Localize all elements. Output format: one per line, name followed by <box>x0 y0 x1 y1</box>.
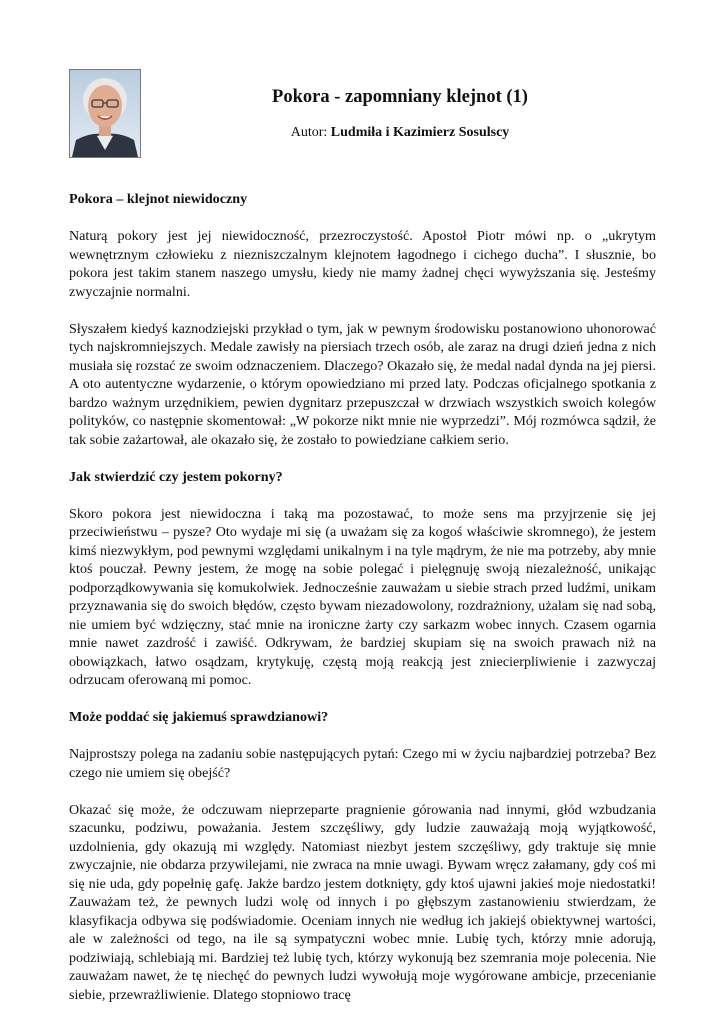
paragraph: Okazać się może, że odczuwam nieprzeparte pragnienie górowania nad innymi, głód wzbudzania szacunku, podziwu, poważania. Jestem szczęśliwy, gdy ludzie zauważają moją wyjątkowość, uzdolnienia, gdy okazują mi względy. Natomiast niezbyt jestem szczęśliwy, gdy traktuje się mnie zwyczajnie, nie obdarza przywilejami, nie zwraca na mnie uwagi. Bywam wręcz załamany, gdy coś mi się nie uda, gdy popełnię gafę. Jakże bardzo jestem dotknięty, gdy ktoś ujawni jakieś moje niedostatki! Zauważam też, że pewnych ludzi wolę od innych i po głębszym zastanowieniu stwierdzam, że klasyfikacja odbywa się podświadomie. Oceniam innych nie według ich jakiejś obiektywnej wartości, ale w zależności od tego, na ile są sympatyczni wobec mnie. Lubię tych, którzy mnie adorują, podziwiają, schlebiają mi. Bardziej też lubię tych, którzy wykonują bez szemrania moje polecenia. Nie zauważam nawet, że tę niechęć do pewnych ludzi wywołują moje wygórowane ambicje, przecenianie siebie, przewrażliwienie. Dlatego stopniowo tracę <box>69 801 656 1003</box>
paragraph: Skoro pokora jest niewidoczna i taką ma pozostawać, to może sens ma przyjrzenie się jej przeciwieństwu – pysze? Oto wydaje mi się (a uważam się za kogoś właściwie skromnego), że jestem kimś niezwykłym, pod pewnymi względami unikalnym i na tyle mądrym, że nie ma potrzeby, aby mnie ktoś pouczał. Pewny jestem, że mogę na sobie polegać i pielęgnuję swoją niezależność, unikając podporządkowywania się komukolwiek. Jednocześnie zauważam u siebie strach przed ludźmi, unikam przyznawania się do swoich błędów, często bywam niezadowolony, rozdrażniony, użalam się nad sobą, nie umiem być wdzięczny, stać mnie na ironiczne żarty czy sarkazm wobec innych. Czasem ogarnia mnie nawet zazdrość i zawiść. Odkrywam, że bardziej skupiam się na swoich prawach niż na obowiązkach, łatwo osądzam, krytykuję, częstą moją reakcją jest zniecierpliwienie i zazwyczaj odrzucam oferowaną mi pomoc. <box>69 505 656 688</box>
author-name: Ludmiła i Kazimierz Sosulscy <box>330 125 510 140</box>
section-heading-3: Może poddać się jakiemuś sprawdzianowi? <box>69 709 329 725</box>
paragraph: Słyszałem kiedyś kaznodziejski przykład o tym, jak w pewnym środowisku postanowiono uhonorować tych najskromniejszych. Medale zawisły na piersiach trzech osób, ale zaraz na drugi dzień jedna z nich musiała się rozstać ze swoim odznaczeniem. Dlaczego? Okazało się, że medal nadal dynda na jej piersi. A oto autentyczne wydarzenie, o którym opowiedziano mi przed laty. Podczas oficjalnego spotkania z bardzo ważnym urzędnikiem, pewien dygnitarz przepuszczał w drzwiach wszystkich swoich kolegów polityków, co następnie skomentował: „W pokorze nikt mnie nie wyprzedzi”. Mój rozmówca sądził, że tak sobie zażartował, ale okazało się, że zostało to powiedziane całkiem serio. <box>69 320 656 448</box>
page-title: Pokora - zapomniany klejnot (1) <box>272 87 528 107</box>
paragraph: Naturą pokory jest jej niewidoczność, przezroczystość. Apostoł Piotr mówi np. o „ukrytym wewnętrznym człowieku z niezniszczalnym klejnotem łagodnego i cichego ducha”. I słusznie, bo pokora jest takim stanem naszego umysłu, kiedy nie mamy żadnej chęci wywyższania się. Jesteśmy zwyczajnie normalni. <box>69 228 656 300</box>
author-label: Autor: <box>290 125 328 140</box>
section-heading-2: Jak stwierdzić czy jestem pokorny? <box>69 468 283 485</box>
portrait-image <box>70 70 140 157</box>
author-line <box>165 124 635 142</box>
paragraph: Najprostszy polega na zadaniu sobie następujących pytań: Czego mi w życiu najbardziej potrzeba? Bez czego nie umiem się obejść? <box>69 746 656 781</box>
author-photo <box>69 69 141 158</box>
article-body <box>69 190 656 1023</box>
section-heading-1: Pokora – klejnot niewidoczny <box>69 191 248 207</box>
